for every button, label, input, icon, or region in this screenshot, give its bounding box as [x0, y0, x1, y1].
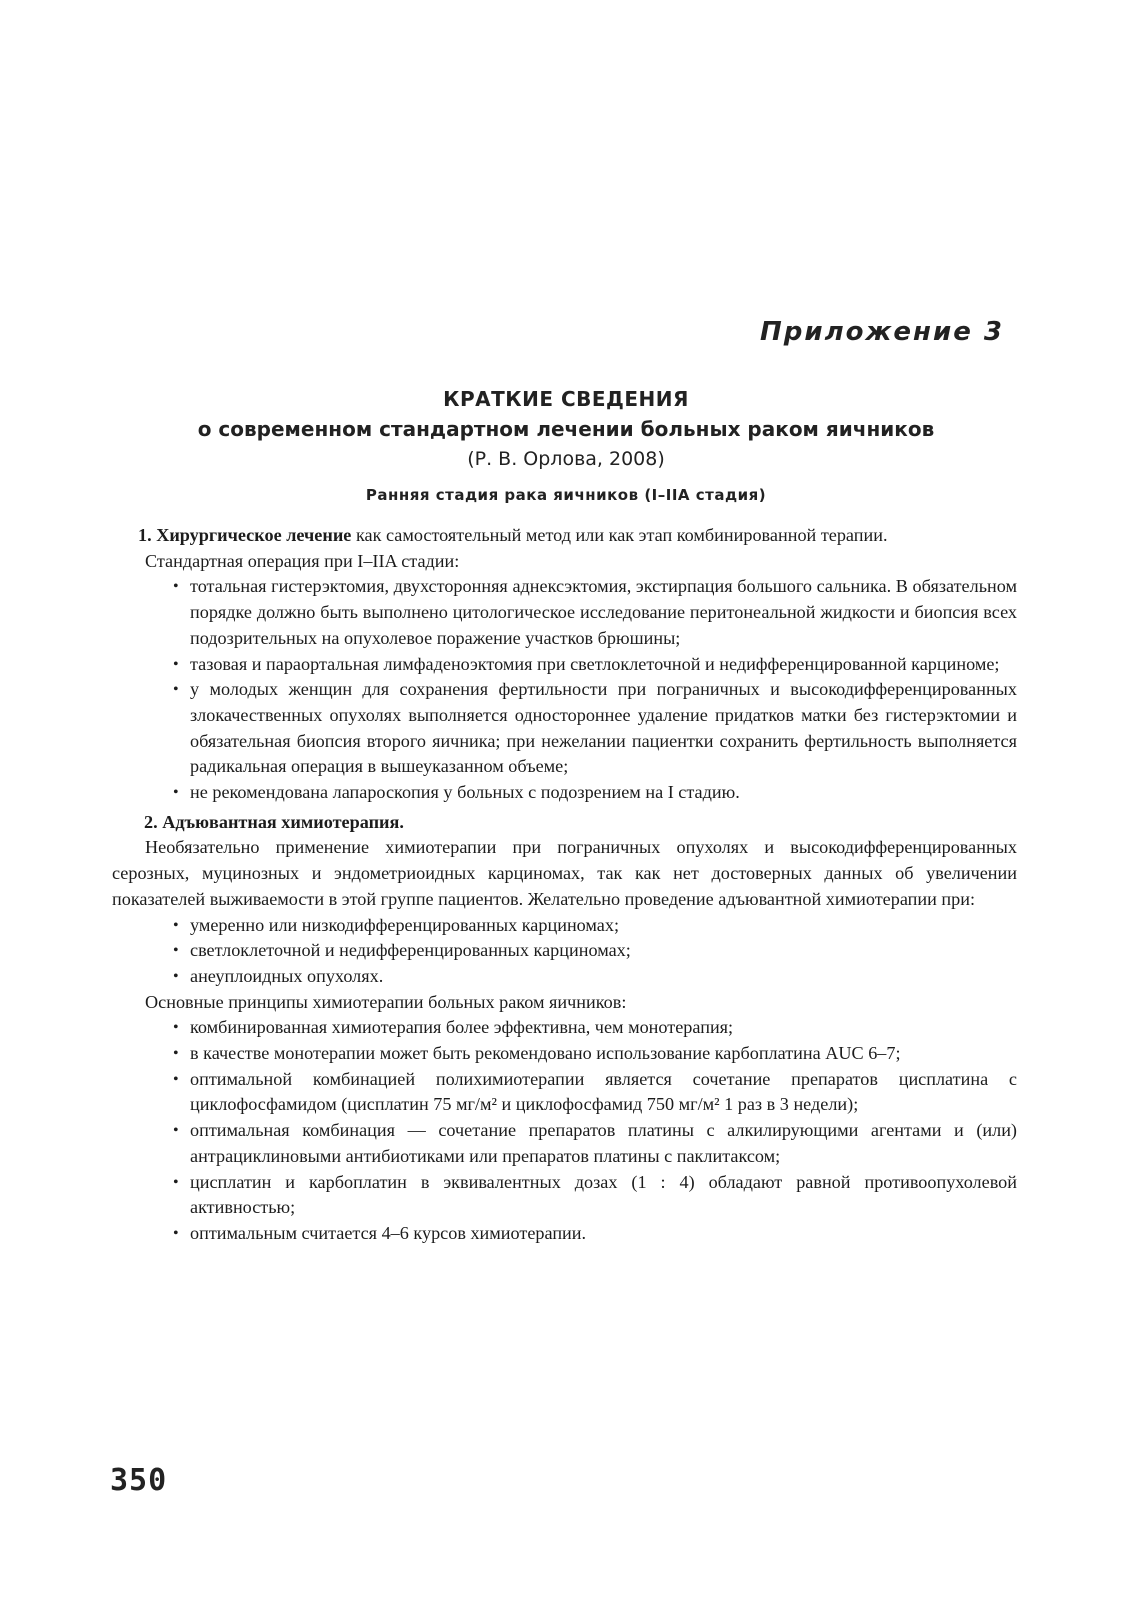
principles-bullet-list	[112, 1015, 1017, 1246]
standard-operation-intro: Стандартная операция при I–IIA стадии:	[145, 550, 460, 571]
title-block	[110, 384, 1022, 507]
list-item: • цисплатин и карбоплатин в эквивалентных дозах (1 : 4) обладают равной противоопухолевой активностью;	[190, 1170, 1017, 1221]
surgery-text: как самостоятельный метод или как этап комбинированной терапии.	[351, 525, 888, 545]
surgery-heading: Хирургическое лечение	[156, 525, 352, 545]
list-item: • оптимальная комбинация — сочетание препаратов платины с алкилирующими агентами и (или) антрациклиновыми антибиотиками или препаратов платины с паклитаксом;	[190, 1118, 1017, 1169]
section-heading: Ранняя стадия рака яичников (I–IIA стадия)	[365, 486, 767, 504]
list-item: • анеуплоидных опухолях.	[190, 964, 1017, 990]
list-item: • тазовая и параортальная лимфаденоэктомия при светлоклеточной и недифференцированной карциноме;	[190, 652, 1017, 678]
surgery-bullet-list	[112, 574, 1017, 805]
surgery-paragraph	[112, 523, 1017, 549]
principles-intro: Основные принципы химиотерапии больных раком яичников:	[145, 991, 627, 1012]
document-subtitle: о современном стандартном лечении больных раком яичников	[197, 417, 935, 441]
adjuvant-paragraph: Необязательно применение химиотерапии при пограничных опухолях и высокодифференцированных серозных, муцинозных и эндометриоидных карциномах, так как нет достоверных данных об увеличении показателей выживаемости в этой группе пациентов. Желательно проведение адъювантной химиотерапии при:	[112, 837, 1017, 909]
appendix-label: Приложение 3	[760, 317, 1004, 347]
body-text	[112, 523, 1017, 1247]
list-item: • у молодых женщин для сохранения фертильности при пограничных и высокодифференцированных злокачественных опухолях выполняется одностороннее удаление придатков матки без гистерэктомии и обязательная биопсия второго яичника; при нежелании пациентки сохранить фертильность выполняется радикальная операция в вышеуказанном объеме;	[190, 677, 1017, 780]
list-item: • светлоклеточной и недифференцированных карциномах;	[190, 938, 1017, 964]
page-number: 350	[110, 1463, 168, 1498]
list-item: • не рекомендована лапароскопия у больных с подозрением на I стадию.	[190, 780, 1017, 806]
list-item: • тотальная гистерэктомия, двухсторонняя аднексэктомия, экстирпация большого сальника. В обязательном порядке должно быть выполнено цитологическое исследование перитонеальной жидкости и биопсия всех подозрительных на опухолевое поражение участков брюшины;	[190, 574, 1017, 651]
list-item: • оптимальной комбинацией полихимиотерапии является сочетание препаратов цисплатина с циклофосфамидом (цисплатин 75 мг/м² и циклофосфамид 750 мг/м² 1 раз в 3 недели);	[190, 1067, 1017, 1118]
list-item: • умеренно или низкодифференцированных карциномах;	[190, 913, 1017, 939]
list-item: • комбинированная химиотерапия более эффективна, чем монотерапия;	[190, 1015, 1017, 1041]
surgery-number: 1.	[138, 525, 152, 545]
list-item: • в качестве монотерапии может быть рекомендовано использование карбоплатина AUC 6–7;	[190, 1041, 1017, 1067]
document-title: КРАТКИЕ СВЕДЕНИЯ	[443, 387, 689, 411]
adjuvant-bullet-list	[112, 913, 1017, 990]
list-item: • оптимальным считается 4–6 курсов химиотерапии.	[190, 1221, 1017, 1247]
adjuvant-heading: 2. Адъювантная химиотерапия.	[144, 811, 404, 832]
document-author: (Р. В. Орлова, 2008)	[467, 448, 665, 470]
